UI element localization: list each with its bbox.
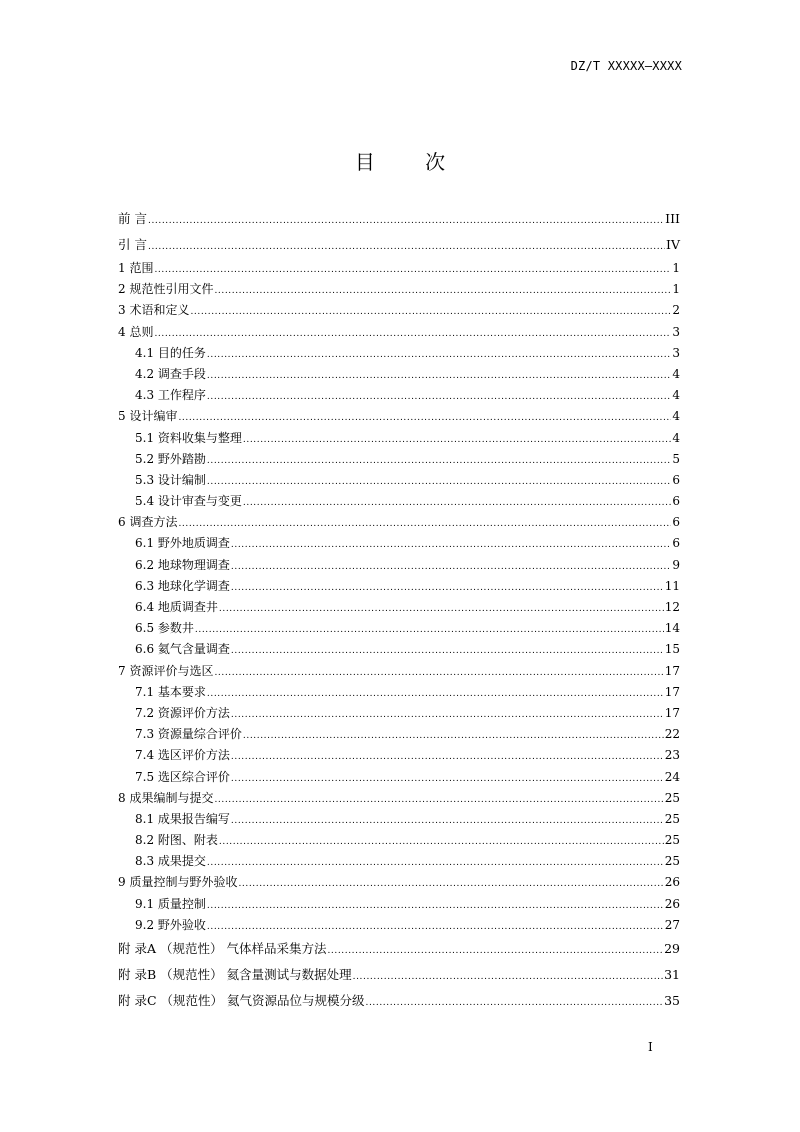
dot-leader — [178, 512, 671, 535]
toc-entry-page: 29 — [664, 941, 680, 956]
toc-entry-page: 6 — [672, 472, 680, 487]
toc-entry-label: 5.4 设计审查与变更 — [135, 494, 242, 509]
toc-entry-page: 25 — [664, 811, 680, 826]
toc-entry[interactable] — [118, 491, 680, 512]
dot-leader — [207, 343, 671, 366]
toc-entry-label: 8 成果编制与提交 — [118, 790, 214, 805]
page-number: I — [648, 1040, 653, 1054]
dot-leader — [207, 915, 664, 938]
toc-entry-label: 7.4 选区评价方法 — [135, 748, 230, 763]
dot-leader — [148, 206, 664, 234]
toc-entry-page: 4 — [672, 366, 680, 381]
toc-entry-page: 14 — [664, 621, 680, 636]
toc-entry[interactable] — [118, 962, 680, 988]
toc-entry[interactable] — [118, 206, 680, 232]
toc-entry-page: 17 — [664, 663, 680, 678]
dot-leader — [207, 682, 664, 705]
toc-entry-label: 7.2 资源评价方法 — [135, 705, 230, 720]
toc-entry-label: 5 设计编审 — [118, 409, 178, 424]
dot-leader — [214, 279, 671, 302]
toc-entry-label: 6.4 地质调查井 — [135, 600, 218, 614]
toc-entry-label: 9.1 质量控制 — [135, 896, 206, 911]
toc-entry[interactable] — [118, 406, 680, 427]
toc-entry[interactable] — [118, 872, 680, 893]
toc-entry-label: 6.1 野外地质调查 — [135, 536, 230, 551]
dot-leader — [195, 618, 664, 641]
dot-leader — [231, 703, 664, 726]
toc-entry-label: 8.2 附图、附表 — [135, 833, 218, 848]
toc-entry-page: 24 — [664, 769, 680, 784]
toc-entry[interactable] — [118, 470, 680, 491]
toc-entry-label: 6 调查方法 — [118, 515, 178, 530]
toc-entry[interactable] — [118, 597, 680, 618]
toc-entry-label: 1 范围 — [118, 261, 154, 275]
toc-entry-page: 25 — [664, 790, 680, 805]
dot-leader — [327, 936, 663, 964]
toc-entry-page: 22 — [664, 727, 680, 742]
dot-leader — [231, 639, 664, 662]
toc-entry-page: 4 — [672, 388, 680, 403]
toc-entry[interactable] — [118, 724, 680, 745]
toc-entry-page: 12 — [664, 600, 680, 614]
toc-entry-label: 7 资源评价与选区 — [118, 663, 214, 678]
toc-entry-label: 4.2 调查手段 — [135, 366, 206, 381]
dot-leader — [238, 872, 663, 895]
toc-entry-label: 7.3 资源量综合评价 — [135, 727, 242, 742]
toc-entry-page: 25 — [664, 854, 680, 869]
toc-entry[interactable] — [118, 449, 680, 470]
toc-entry[interactable] — [118, 322, 680, 343]
toc-entry[interactable] — [118, 428, 680, 449]
toc-entry-label: 6.2 地球物理调查 — [135, 557, 230, 572]
toc-title: 目 次 — [354, 150, 468, 174]
toc-entry-page: 2 — [672, 303, 680, 318]
toc-entry-page: 9 — [672, 557, 680, 572]
toc-entry[interactable] — [118, 639, 680, 660]
toc-entry-page: 25 — [664, 833, 680, 848]
dot-leader — [207, 894, 664, 917]
toc-entry-page: 3 — [672, 324, 680, 339]
toc-entry-label: 3 术语和定义 — [118, 303, 190, 318]
dot-leader — [231, 745, 664, 768]
dot-leader — [207, 449, 671, 472]
toc-entry-page: 17 — [664, 684, 680, 699]
dot-leader — [219, 830, 664, 853]
toc-entry[interactable] — [118, 232, 680, 258]
toc-entry[interactable] — [118, 894, 680, 915]
toc-entry[interactable] — [118, 258, 680, 279]
toc-entry[interactable] — [118, 703, 680, 724]
dot-leader — [190, 300, 671, 323]
toc-entry[interactable] — [118, 618, 680, 639]
toc-entry-label: 附 录A （规范性） 气体样品采集方法 — [118, 941, 327, 956]
standard-code: DZ/T XXXXX—XXXX — [570, 59, 682, 73]
toc-entry-label: 附 录B （规范性） 氦含量测试与数据处理 — [118, 967, 352, 982]
dot-leader — [207, 470, 671, 493]
toc-entry-page: 6 — [672, 494, 680, 509]
toc-entry-label: 前 言 — [118, 211, 147, 226]
toc-entry[interactable] — [118, 279, 680, 300]
toc-entry[interactable] — [118, 988, 680, 1014]
toc-entry-label: 引 言 — [118, 237, 147, 252]
toc-entry-label: 7.5 选区综合评价 — [135, 769, 230, 784]
dot-leader — [243, 491, 671, 514]
toc-entry-label: 8.1 成果报告编写 — [135, 811, 230, 826]
dot-leader — [219, 597, 664, 620]
toc-entry[interactable] — [118, 682, 680, 703]
toc-entry-label: 6.3 地球化学调查 — [135, 578, 230, 593]
toc-entry-label: 5.1 资料收集与整理 — [135, 430, 242, 445]
toc-entry[interactable] — [118, 512, 680, 533]
toc-entry-label: 6.6 氦气含量调查 — [135, 642, 230, 657]
toc-entry[interactable] — [118, 745, 680, 766]
toc-entry-page: 27 — [664, 917, 680, 932]
toc-entry-label: 4.3 工作程序 — [135, 388, 206, 403]
toc-entry[interactable] — [118, 851, 680, 872]
dot-leader — [366, 988, 664, 1016]
dot-leader — [243, 428, 671, 451]
toc-entry[interactable] — [118, 300, 680, 321]
toc-entry[interactable] — [118, 936, 680, 962]
toc-entry-label: 4.1 目的任务 — [135, 345, 206, 360]
toc-entry-page: 23 — [664, 748, 680, 763]
dot-leader — [243, 724, 664, 747]
dot-leader — [231, 533, 671, 556]
dot-leader — [353, 962, 663, 990]
toc-entry[interactable] — [118, 830, 680, 851]
toc-entry-page: 1 — [672, 261, 680, 275]
toc-entry-page: 6 — [672, 536, 680, 551]
toc-entry-label: 9.2 野外验收 — [135, 917, 206, 932]
dot-leader — [214, 788, 663, 811]
toc-entry[interactable] — [118, 576, 680, 597]
toc-entry-page: IV — [666, 237, 680, 252]
toc-entry-page: 4 — [672, 409, 680, 424]
toc-entry-label: 2 规范性引用文件 — [118, 282, 214, 297]
toc-entry[interactable] — [118, 385, 680, 406]
toc-entry-page: III — [665, 211, 680, 226]
toc-entry-page: 17 — [664, 705, 680, 720]
toc-entry-page: 31 — [664, 967, 680, 982]
toc-entry-label: 6.5 参数井 — [135, 621, 194, 636]
toc-entry[interactable] — [118, 809, 680, 830]
toc-entry[interactable] — [118, 767, 680, 788]
toc-entry[interactable] — [118, 343, 680, 364]
toc-entry-page: 15 — [664, 642, 680, 657]
dot-leader — [148, 232, 665, 260]
toc-entry-label: 9 质量控制与野外验收 — [118, 875, 238, 890]
dot-leader — [207, 364, 671, 387]
toc-entry[interactable] — [118, 661, 680, 682]
toc-entry-label: 8.3 成果提交 — [135, 854, 206, 869]
toc-entry-page: 3 — [672, 345, 680, 360]
toc-entry-page: 6 — [672, 515, 680, 530]
toc-entry-label: 附 录C （规范性） 氦气资源品位与规模分级 — [118, 993, 365, 1008]
dot-leader — [178, 406, 671, 429]
dot-leader — [154, 322, 671, 345]
toc-entry-page: 4 — [672, 430, 680, 445]
toc-entry[interactable] — [118, 915, 680, 936]
dot-leader — [231, 809, 664, 832]
toc-entry[interactable] — [118, 364, 680, 385]
dot-leader — [231, 555, 671, 578]
toc-entry-label: 5.2 野外踏勘 — [135, 451, 206, 466]
dot-leader — [231, 576, 664, 599]
toc-entry-page: 5 — [672, 451, 680, 466]
toc-entry[interactable] — [118, 533, 680, 554]
dot-leader — [231, 767, 664, 790]
toc-entry-page: 35 — [664, 993, 680, 1008]
dot-leader — [154, 258, 671, 281]
toc-entry-page: 11 — [664, 578, 680, 593]
dot-leader — [207, 851, 664, 874]
toc-entry-label: 5.3 设计编制 — [135, 472, 206, 487]
table-of-contents — [118, 206, 680, 1014]
toc-entry-label: 4 总则 — [118, 324, 154, 339]
toc-entry-label: 7.1 基本要求 — [135, 684, 206, 699]
toc-entry-page: 1 — [672, 282, 680, 297]
toc-entry-page: 26 — [664, 875, 680, 890]
toc-entry-page: 26 — [664, 896, 680, 911]
dot-leader — [214, 661, 663, 684]
dot-leader — [207, 385, 671, 408]
toc-entry[interactable] — [118, 788, 680, 809]
toc-entry[interactable] — [118, 555, 680, 576]
